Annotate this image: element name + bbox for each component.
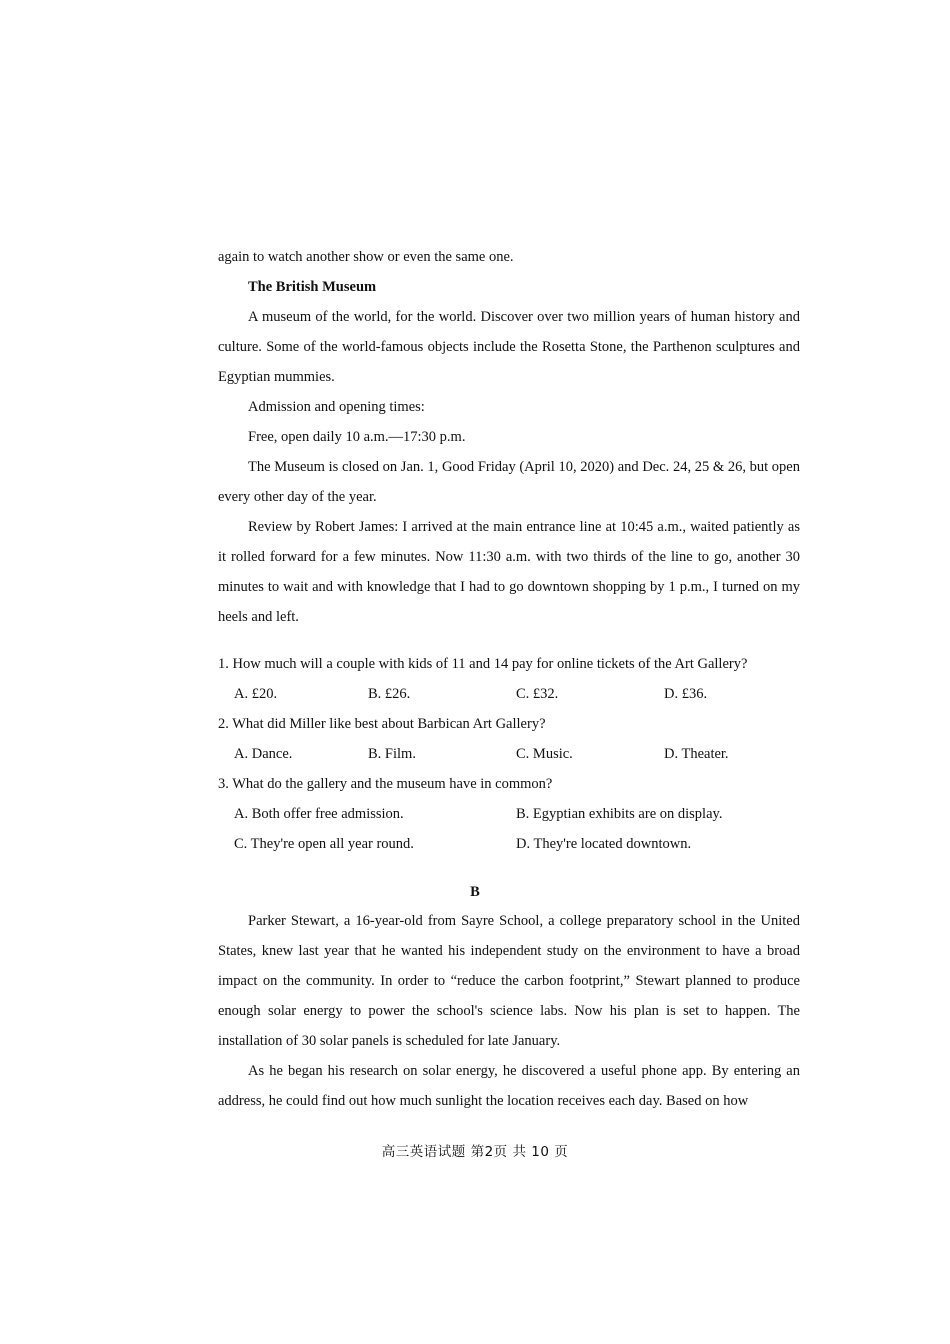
museum-title: The British Museum (248, 279, 377, 295)
q1-option-b: B. £26. (368, 686, 411, 702)
q3-option-a: A. Both offer free admission. (234, 806, 404, 822)
question-list (218, 649, 818, 859)
passage-b-paragraph-2: As he began his research on solar energy, he discovered a useful phone app. By entering an address, he could find out how much sunlight the location receives each day. Based on how (218, 1063, 800, 1109)
question-1: 1. How much will a couple with kids of 11 and 14 pay for online tickets of the Art Gallery? (218, 656, 748, 672)
question-3: 3. What do the gallery and the museum have in common? (218, 776, 553, 792)
question-2: 2. What did Miller like best about Barbican Art Gallery? (218, 716, 546, 732)
q1-option-a: A. £20. (234, 686, 278, 702)
q3-option-b: B. Egyptian exhibits are on display. (516, 806, 723, 822)
section-b-letter: B (470, 884, 480, 900)
admission-heading: Admission and opening times: (248, 399, 425, 415)
passage-b-paragraph-1: Parker Stewart, a 16-year-old from Sayre School, a college preparatory school in the United States, knew last year that he wanted his independent study on the environment to have a broad impact on the community. In order to “reduce the carbon footprint,” Stewart planned to produce enough solar energy to power the school's science labs. Now his plan is set to happen. The installation of 30 solar panels is scheduled for late January. (218, 913, 800, 1049)
q3-option-c: C. They're open all year round. (234, 836, 414, 852)
question-1-options (218, 679, 818, 709)
admission-detail: Free, open daily 10 a.m.—17:30 p.m. (248, 429, 466, 445)
q3-option-d: D. They're located downtown. (516, 836, 692, 852)
museum-description: A museum of the world, for the world. Discover over two million years of human history and culture. Some of the world-famous objects include the Rosetta Stone, the Parthenon sculptures and Egyptian mummies. (218, 309, 800, 385)
q2-option-a: A. Dance. (234, 746, 293, 762)
passage-b (218, 906, 800, 1116)
q1-option-d: D. £36. (664, 686, 708, 702)
question-3-options-row-2 (218, 829, 818, 859)
q2-option-c: C. Music. (516, 746, 573, 762)
closing-info: The Museum is closed on Jan. 1, Good Friday (April 10, 2020) and Dec. 24, 25 & 26, but open every other day of the year. (218, 459, 800, 505)
review-paragraph: Review by Robert James: I arrived at the main entrance line at 10:45 a.m., waited patiently as it rolled forward for a few minutes. Now 11:30 a.m. with two thirds of the line to go, another 30 minutes to wait and with knowledge that I had to go downtown shopping by 1 p.m., I turned on my heels and left. (218, 519, 800, 625)
opening-line: again to watch another show or even the same one. (218, 249, 514, 265)
q2-option-d: D. Theater. (664, 746, 729, 762)
q1-option-c: C. £32. (516, 686, 559, 702)
question-3-options-row-1 (218, 799, 818, 829)
page-footer: 高三英语试题 第2页 共 10 页 (381, 1144, 569, 1160)
question-2-options (218, 739, 818, 769)
passage-a-continued (218, 242, 800, 632)
q2-option-b: B. Film. (368, 746, 416, 762)
